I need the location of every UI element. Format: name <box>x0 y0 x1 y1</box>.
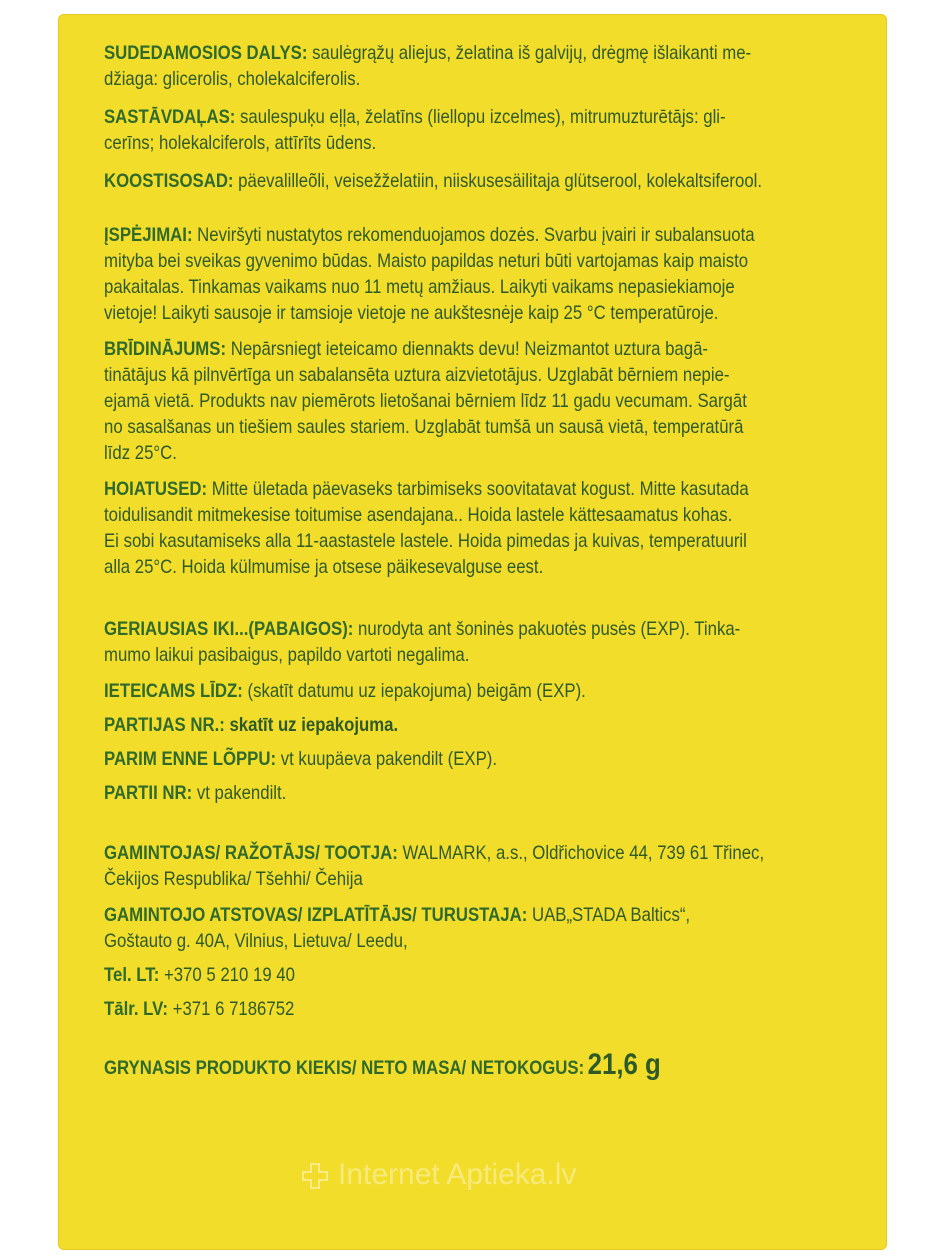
ingredients-lt: SUDEDAMOSIOS DALYS: saulėgrąžų aliejus, želatina iš galvijų, drėgmę išlaikanti me- džiaga: glicerolis, cholekalciferolis. <box>104 42 752 90</box>
warnings-lv: BRĪDINĀJUMS: Nepārsniegt ieteicamo diennakts devu! Neizmantot uztura bagā- tinātājus kā pilnvērtīga un sabalansēta uztura aizvietotājus. Uzglabāt bērniem nepie- ejamā vietā. Produkts nav piemērots lietošanai bērniem līdz 11 gadu vecumam. Sargāt no sasalšanas un tiešiem saules stariem. Uzglabāt tumšā un sausā vietā, temperatūrā līdz 25°C. <box>104 338 747 464</box>
warnings-lt: ĮSPĖJIMAI: Neviršyti nustatytos rekomenduojamos dozės. Svarbu įvairi ir subalansuota mityba bei sveikas gyvenimo būdas. Maisto papildas neturi būti vartojamas kaip maisto pakaitalas. Tinkamas vaikams nuo 11 metų amžiaus. Laikyti vaikams nepasiekiamoje vietoje! Laikyti sausoje ir tamsioje vietoje ne aukštesnėje kaip 25 °C temperatūroje. <box>104 224 755 324</box>
section-label: SUDEDAMOSIOS DALYS: <box>104 42 308 64</box>
representative: GAMINTOJO ATSTOVAS/ IZPLATĪTĀJS/ TURUSTAJA: UAB„STADA Baltics“, Goštauto g. 40A, Vilnius, Lietuva/ Leedu, <box>104 904 691 952</box>
ingredients-et: KOOSTISOSAD: päevalilleõli, veisežželatiin, niiskusesäilitaja glütserool, kolekaltsiferool. <box>104 170 763 192</box>
batch-et: PARTII NR: vt pakendilt. <box>104 782 287 804</box>
best-before-et: PARIM ENNE LÕPPU: vt kuupäeva pakendilt (EXP). <box>104 748 497 770</box>
batch-lv: PARTIJAS NR.: skatīt uz iepakojuma. <box>104 714 399 736</box>
watermark: Internet Aptieka.lv <box>300 1158 660 1198</box>
best-before-lt: GERIAUSIAS IKI...(PABAIGOS): nurodyta ant šoninės pakuotės pusės (EXP). Tinka- mumo laikui pasibaigus, papildo vartoti negalima. <box>104 618 741 666</box>
manufacturer: GAMINTOJAS/ RAŽOTĀJS/ TOOTJA: WALMARK, a.s., Oldřichovice 44, 739 61 Třinec, Čekijos Respublika/ Tšehhi/ Čehija <box>104 842 765 890</box>
warnings-et: HOIATUSED: Mitte ületada päevaseks tarbimiseks soovitatavat kogust. Mitte kasutada toidulisandit mitmekesise toitumise asendajana.. Hoida lastele kättesaamatus kohas. Ei sobi kasutamiseks alla 11-aastastele lastele. Hoida pimedas ja kuivas, temperatuuril alla 25°C. Hoida külmumise ja otsese päikesevalguse eest. <box>104 478 749 578</box>
best-before-lv: IETEICAMS LĪDZ: (skatīt datumu uz iepakojuma) beigām (EXP). <box>104 680 586 702</box>
label-text-block <box>104 40 765 1081</box>
cross-logo-icon <box>300 1161 330 1191</box>
net-quantity-value: 21,6 g <box>587 1048 661 1081</box>
phone-lt: Tel. LT: +370 5 210 19 40 <box>104 964 295 986</box>
phone-lv: Tālr. LV: +371 6 7186752 <box>104 998 295 1020</box>
ingredients-lv: SASTĀVDAĻAS: saulespuķu eļļa, želatīns (liellopu izcelmes), mitrumuzturētājs: gli- cerīns; holekalciferols, attīrīts ūdens. <box>104 106 726 154</box>
net-quantity: GRYNASIS PRODUKTO KIEKIS/ NETO MASA/ NETOKOGUS: 21,6 g <box>104 1048 661 1081</box>
